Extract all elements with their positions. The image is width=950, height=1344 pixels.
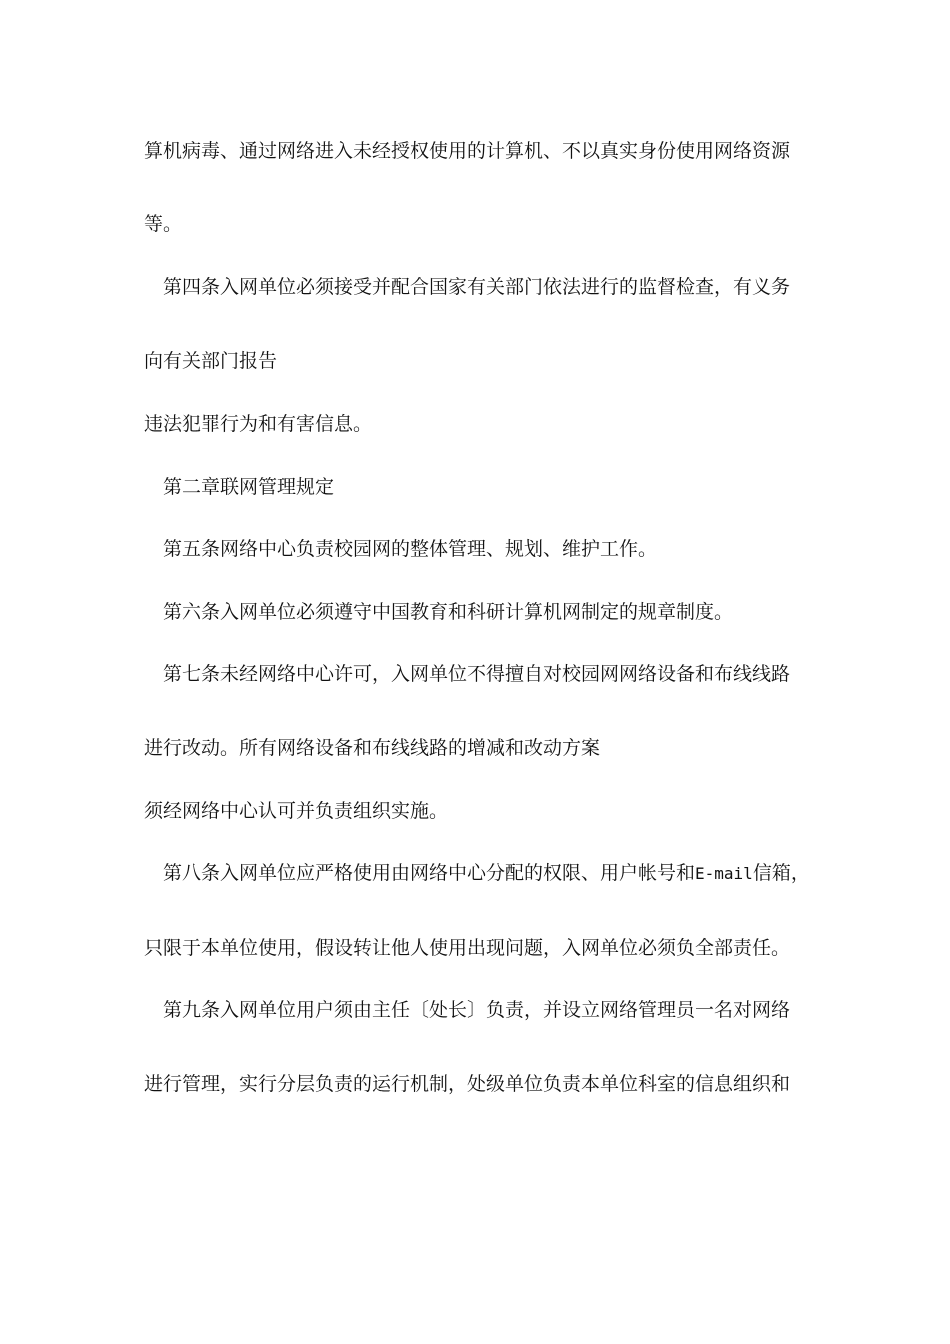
- text-line: 进行管理，实行分层负责的运行机制，处级单位负责本单位科室的信息组织和: [144, 1073, 791, 1095]
- text-line: 等。: [144, 213, 183, 235]
- text-segment: 第八条入网单位应严格使用由网络中心分配的权限、用户帐号和: [163, 862, 696, 884]
- email-term: E-mail: [695, 864, 753, 883]
- text-line: 算机病毒、通过网络进入未经授权使用的计算机、不以真实身份使用网络资源: [144, 140, 791, 162]
- text-line: 只限于本单位使用，假设转让他人使用出现问题，入网单位必须负全部责任。: [144, 937, 791, 959]
- chapter-heading: 第二章联网管理规定: [163, 476, 335, 498]
- text-line: 违法犯罪行为和有害信息。: [144, 413, 373, 435]
- text-line: 第六条入网单位必须遵守中国教育和科研计算机网制定的规章制度。: [163, 601, 734, 623]
- text-line: 向有关部门报告: [144, 350, 278, 372]
- text-line: 第七条未经网络中心许可，入网单位不得擅自对校园网网络设备和布线线路: [163, 663, 791, 685]
- text-line: [163, 861, 810, 886]
- text-line: 第五条网络中心负责校园网的整体管理、规划、维护工作。: [163, 538, 658, 560]
- text-line: 进行改动。所有网络设备和布线线路的增减和改动方案: [144, 737, 601, 759]
- text-line: 第九条入网单位用户须由主任〔处长〕负责，并设立网络管理员一名对网络: [163, 999, 791, 1021]
- text-line: 第四条入网单位必须接受并配合国家有关部门依法进行的监督检查，有义务: [163, 276, 791, 298]
- text-line: 须经网络中心认可并负责组织实施。: [144, 800, 449, 822]
- text-segment: 信箱，: [752, 862, 810, 884]
